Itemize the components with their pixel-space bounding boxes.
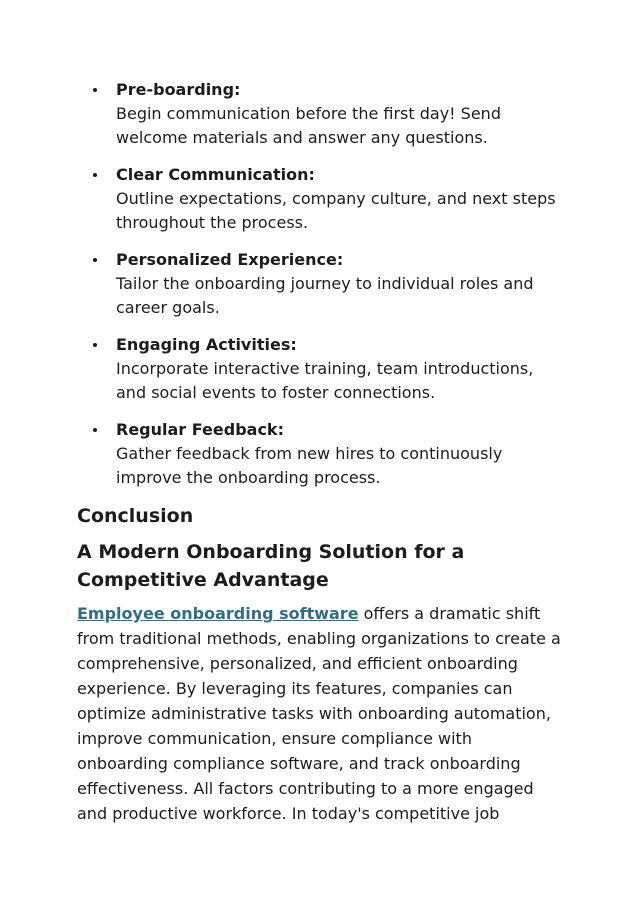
list-item <box>77 248 567 320</box>
list-item <box>77 418 567 490</box>
list-item <box>77 163 567 235</box>
list-item-title: Clear Communication: <box>116 165 315 184</box>
bullet-icon <box>93 428 97 432</box>
document-page <box>77 78 567 826</box>
bullet-icon <box>93 88 97 92</box>
conclusion-paragraph <box>77 601 567 826</box>
list-item-title: Personalized Experience: <box>116 250 344 269</box>
best-practices-list <box>77 78 567 490</box>
list-item-description: Tailor the onboarding journey to individual roles and career goals. <box>116 274 534 317</box>
list-item-description: Gather feedback from new hires to continuously improve the onboarding process. <box>116 444 503 487</box>
conclusion-heading: Conclusion <box>77 505 194 527</box>
bullet-icon <box>93 258 97 262</box>
list-item-title: Engaging Activities: <box>116 335 297 354</box>
list-item-title: Regular Feedback: <box>116 420 284 439</box>
list-item <box>77 78 567 150</box>
list-item <box>77 333 567 405</box>
list-item-title: Pre-boarding: <box>116 80 241 99</box>
bullet-icon <box>93 173 97 177</box>
conclusion-paragraph-text: offers a dramatic shift from traditional methods, enabling organizations to create a comprehensive, personalized, and efficient onboarding experience. By leveraging its features, companies can optimize administrative tasks with onboarding automation, improve communication, ensure compliance with onboarding compliance software, and track onboarding effectiveness. All factors contributing to a more engaged and productive workforce. In today's competitive job <box>77 604 561 823</box>
bullet-icon <box>93 343 97 347</box>
list-item-description: Begin communication before the first day! Send welcome materials and answer any questions. <box>116 104 501 147</box>
employee-onboarding-software-link[interactable]: Employee onboarding software <box>77 604 359 623</box>
list-item-description: Incorporate interactive training, team introductions, and social events to foster connections. <box>116 359 534 402</box>
section-subheading: A Modern Onboarding Solution for a Competitive Advantage <box>77 541 465 591</box>
list-item-description: Outline expectations, company culture, and next steps throughout the process. <box>116 189 556 232</box>
